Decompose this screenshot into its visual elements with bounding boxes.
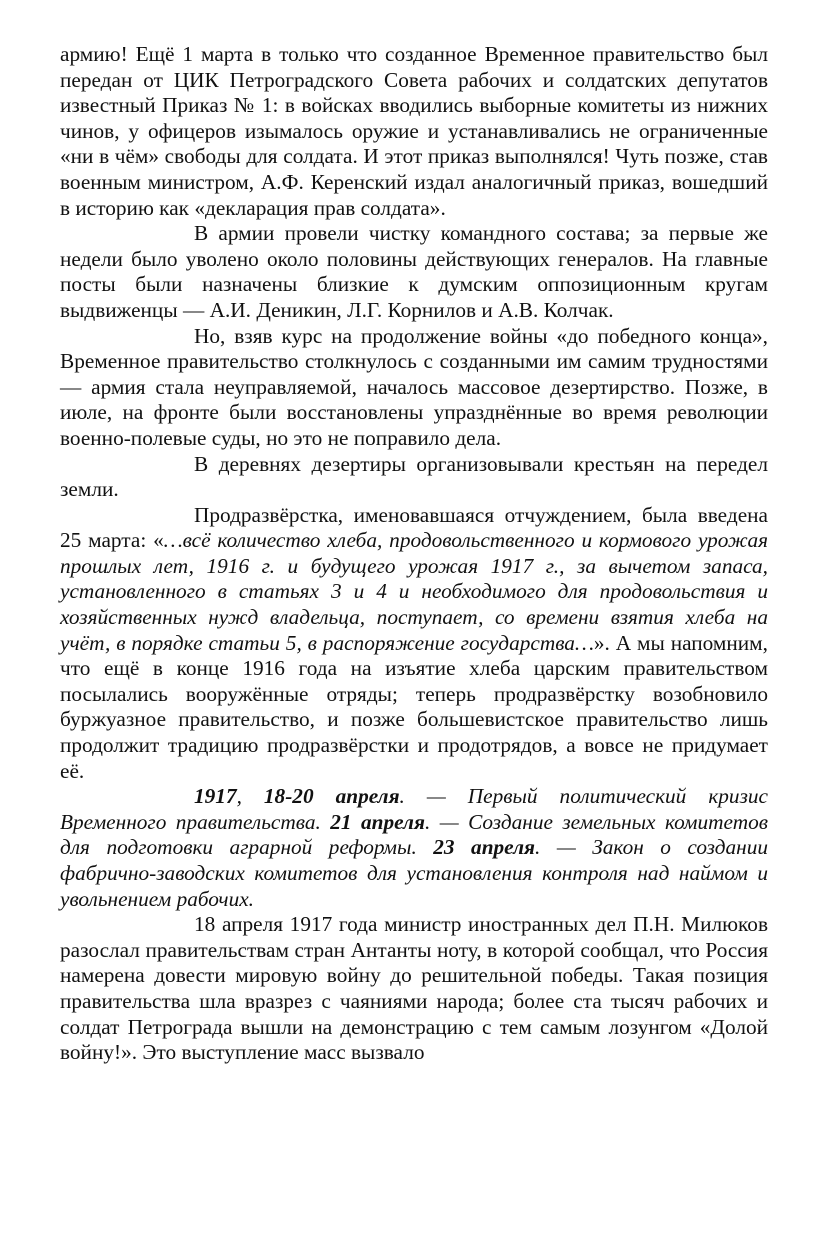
decree-quote: …всё количество хлеба, продовольственного и кормового урожая прошлых лет, 1916 г. и будущего урожая 1917 г., за вычетом запаса, установленного в статьях 3 и 4 и необходимого для продовольствия и хозяйственных нужд владельца, поступает, со времени взятия хлеба на учёт, в порядке статьи 5, в распоряжение государства… [60, 528, 768, 655]
chronology-event-3: . — Закон о создании фабрично-заводских комитетов для установления контроля над наймом и увольнением рабочих. [60, 835, 768, 911]
chronology-event-2: . — Создание земельных комитетов для подготовки аграрной реформы. [60, 809, 768, 860]
paragraph-milyukov-note: 18 апреля 1917 года министр иностранных дел П.Н. Милюков разослал правительствам стран Антанты ноту, в которой сообщал, что Россия намерена довести мировую войну до решительной победы. Такая позиция правительства шла вразрез с чаяниями народа; более ста тысяч рабочих и солдат Петрограда вышли на демонстрацию с тем самым лозунгом «Долой войну!». Это выступление масс вызвало [60, 912, 768, 1065]
paragraph-prodrazverstka [60, 503, 768, 785]
chronology-event-1: . — Первый политический кризис Временного правительства. [60, 784, 768, 834]
paragraph-chronology [60, 784, 768, 912]
paragraph-war-continuation: Но, взяв курс на продолжение войны «до победного конца», Временное правительство столкнулось с созданными им самим трудностями — армия стала неуправляемой, началось массовое дезертирство. Позже, в июле, на фронте были восстановлены упразднённые во время революции военно-полевые суды, но это не поправило дела. [60, 323, 768, 450]
document-page [60, 42, 768, 1066]
date-april-18-20: 18-20 апреля [263, 784, 400, 809]
chronology-separator: , [236, 784, 264, 809]
paragraph-order-no1: армию! Ещё 1 марта в только что созданное Временное правительство был передан от ЦИК Петроградского Совета рабочих и солдатских депутатов известный Приказ № 1: в войсках вводились выборные комитеты из нижних чинов, у офицеров изымалось оружие и устанавливались не ограниченные «ни в чём» свободы для солдата. И этот приказ выполнялся! Чуть позже, став военным министром, А.Ф. Керенский издал аналогичный приказ, вошедший в историю как «декларация прав солдата». [60, 42, 768, 220]
date-april-23: 23 апреля [433, 835, 536, 860]
text-after-quote: ». А мы напомним, что ещё в конце 1916 года на изъятие хлеба царским правительством посылались вооружённые отряды; теперь продразвёрстку возобновило буржуазное правительство, и позже большевистское правительство лишь продолжит традицию продразвёрстки и продотрядов, а вовсе не придумает её. [60, 630, 768, 783]
date-year: 1917 [194, 784, 237, 809]
date-april-21: 21 апреля [330, 809, 425, 834]
text-before-quote: Продразвёрстка, именовавшаяся отчуждением, была введена 25 марта: « [60, 502, 768, 553]
paragraph-army-purge: В армии провели чистку командного состава; за первые же недели было уволено около половины действующих генералов. На главные посты были назначены близкие к думским оппозиционным кругам выдвиженцы — А.И. Деникин, Л.Г. Корнилов и А.В. Колчак. [60, 221, 768, 322]
paragraph-villages: В деревнях дезертиры организовывали крестьян на передел земли. [60, 451, 768, 502]
